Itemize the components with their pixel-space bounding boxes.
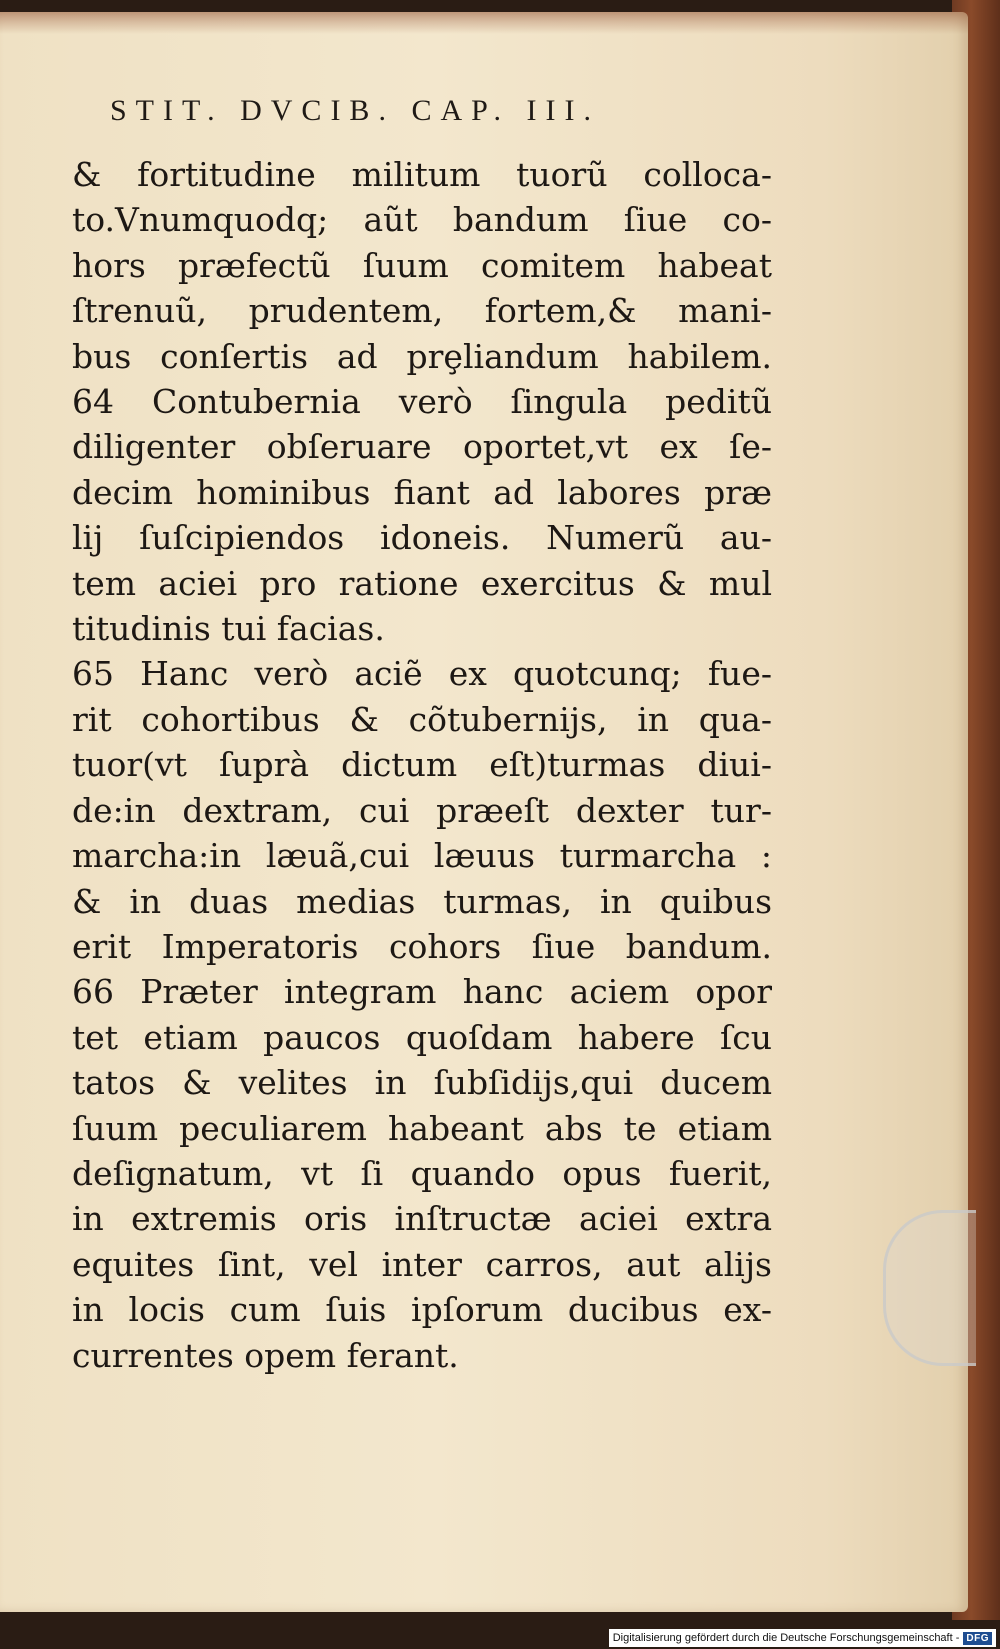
text-line: & fortitudine militum tuorũ colloca- [72, 155, 772, 194]
text-line: tem aciei pro ratione exercitus & mul [72, 563, 772, 603]
text-line: tatos & velites in ſubſidijs,qui ducem [72, 1063, 772, 1103]
page-clip [883, 1210, 976, 1366]
digitization-credit [609, 1629, 996, 1647]
text-line: tuor(vt ſuprà dictum eſt)turmas diui- [72, 745, 772, 785]
book-page [0, 12, 968, 1612]
text-line: erit Imperatoris cohors ſiue bandum. [72, 926, 772, 966]
text-line: 66 Præter integram hanc aciem opor [72, 972, 772, 1012]
text-line: tet etiam paucos quoſdam habere ſcu [72, 1017, 772, 1057]
text-line: currentes opem ferant. [72, 1335, 459, 1375]
text-line: bus conſertis ad prȩliandum habilem. [72, 336, 772, 376]
text-line: rit cohortibus & cõtubernijs, in qua- [72, 699, 772, 739]
page-top-shadow [0, 12, 968, 34]
credit-text: Digitalisierung gefördert durch die Deutsche Forschungsgemeinschaft - [612, 1632, 960, 1644]
text-line: equites ſint, vel inter carros, aut alijs [72, 1244, 772, 1284]
text-line: ſuum peculiarem habeant abs te etiam [72, 1108, 772, 1148]
text-line: diligenter obſeruare oportet,vt ex ſe- [72, 427, 772, 467]
text-line: in locis cum ſuis ipſorum ducibus ex- [72, 1290, 772, 1330]
text-line: de:in dextram, cui præeſt dexter tur- [72, 790, 772, 830]
text-line: in extremis oris inſtructæ aciei extra [72, 1199, 772, 1239]
text-line: & in duas medias turmas, in quibus [72, 881, 772, 921]
body-text [72, 152, 772, 1378]
text-line: marcha:in læuã,cui læuus turmarcha : [72, 836, 772, 876]
text-line: deſignatum, vt ſi quando opus fuerit, [72, 1153, 772, 1193]
text-line: 64 Contubernia verò ſingula peditũ [72, 382, 772, 422]
text-line: to.Vnumquodq; aũt bandum ſiue co- [72, 200, 772, 240]
dfg-logo: DFG [963, 1632, 992, 1645]
text-line: decim hominibus fiant ad labores præ [72, 472, 772, 512]
text-line: lij ſuſcipiendos idoneis. Numerũ au- [72, 518, 772, 558]
text-line: titudinis tui facias. [72, 609, 385, 649]
text-line: 65 Hanc verò aciẽ ex quotcunq; fue- [72, 654, 772, 694]
text-line: ſtrenuũ, prudentem, fortem,& mani- [72, 291, 772, 331]
running-head: STIT. DVCIB. CAP. III. [110, 94, 600, 127]
text-line: hors præfectũ ſuum comitem habeat [72, 245, 772, 285]
